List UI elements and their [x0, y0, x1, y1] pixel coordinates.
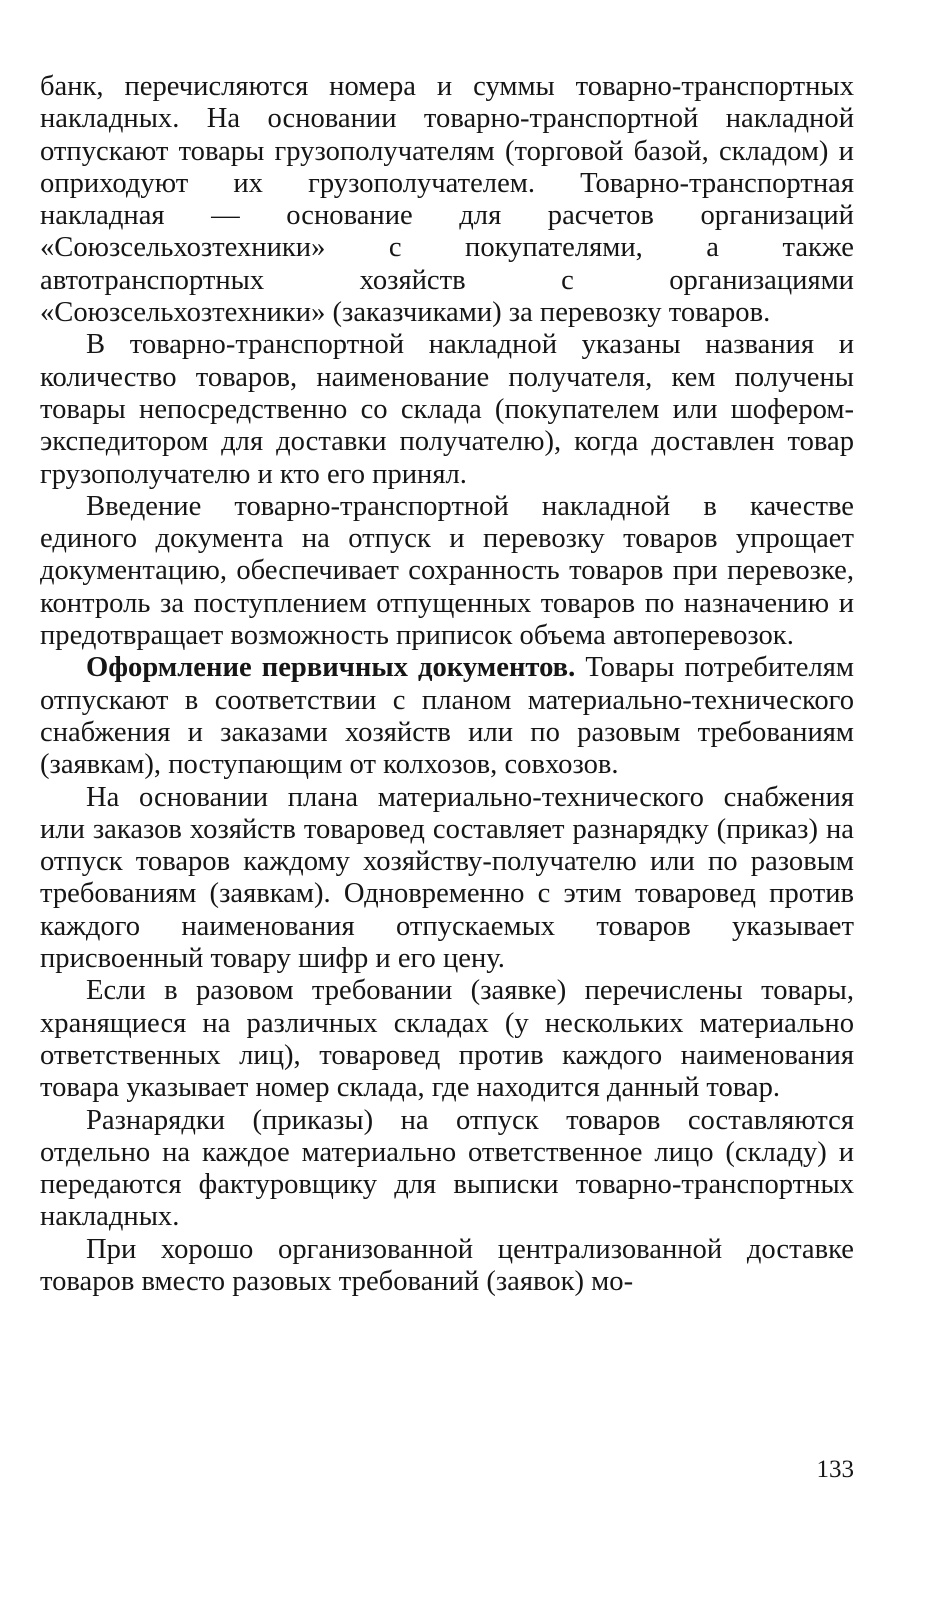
- paragraph-3: [40, 491, 854, 652]
- paragraph-6: [40, 975, 854, 1104]
- section-heading: Оформление первичных документов.: [86, 652, 576, 684]
- paragraph-2: [40, 329, 854, 490]
- paragraph-5-text: На основании плана материально-технического снабжения или заказов хозяйств товаровед составляет разнарядку (приказ) на отпуск товаров каждому хозяйству-получателю или по разовым требованиям (заявкам). Одновременно с этим товаровед против каждого наименования отпускаемых товаров указывает присвоенный товару шифр и его цену.: [40, 781, 854, 975]
- paragraph-7: [40, 1105, 854, 1234]
- paragraph-2-text: В товарно-транспортной накладной указаны названия и количество товаров, наименование получателя, кем получены товары непосредственно со склада (покупателем или шофером-экспедитором для доставки получателю), когда доставлен товар грузополучателю и кто его принял.: [40, 329, 854, 490]
- paragraph-5: [40, 782, 854, 976]
- paragraph-7-text: Разнарядки (приказы) на отпуск товаров составляются отдельно на каждое материально ответственное лицо (складу) и передаются фактуровщику для выписки товарно-транспортных накладных.: [40, 1104, 854, 1233]
- paragraph-6-text: Если в разовом требовании (заявке) перечислены товары, хранящиеся на различных складах (у нескольких материально ответственных лиц), товаровед против каждого наименования товара указывает номер склада, где находится данный товар.: [40, 975, 854, 1104]
- paragraph-4: [40, 652, 854, 781]
- paragraph-1-text: банк, перечисляются номера и суммы товарно-транспортных накладных. На основании товарно-транспортной накладной отпускают товары грузополучателям (торговой базой, складом) и оприходуют их грузополучателем. Товарно-транспортная накладная — основание для расчетов организаций «Союзсельхозтехники» с покупателями, а также автотранспортных хозяйств с организациями «Союзсельхозтехники» (заказчиками) за перевозку товаров.: [40, 71, 854, 329]
- paragraph-8: [40, 1234, 854, 1299]
- paragraph-4-text: Товары потребителям отпускают в соответствии с планом материально-технического снабжения и заказами хозяйств или по разовым требованиям (заявкам), поступающим от колхозов, совхозов.: [40, 652, 854, 781]
- page-number: 133: [816, 1456, 854, 1483]
- paragraph-1: [40, 71, 854, 329]
- paragraph-3-text: Введение товарно-транспортной накладной в качестве единого документа на отпуск и перевозку товаров упрощает документацию, обеспечивает сохранность товаров при перевозке, контроль за поступлением отпущенных товаров по назначению и предотвращает возможность приписок объема автоперевозок.: [40, 490, 854, 652]
- paragraph-8-text: При хорошо организованной централизованной доставке товаров вместо разовых требований (заявок) мо-: [40, 1233, 854, 1297]
- body-text: [40, 71, 854, 1298]
